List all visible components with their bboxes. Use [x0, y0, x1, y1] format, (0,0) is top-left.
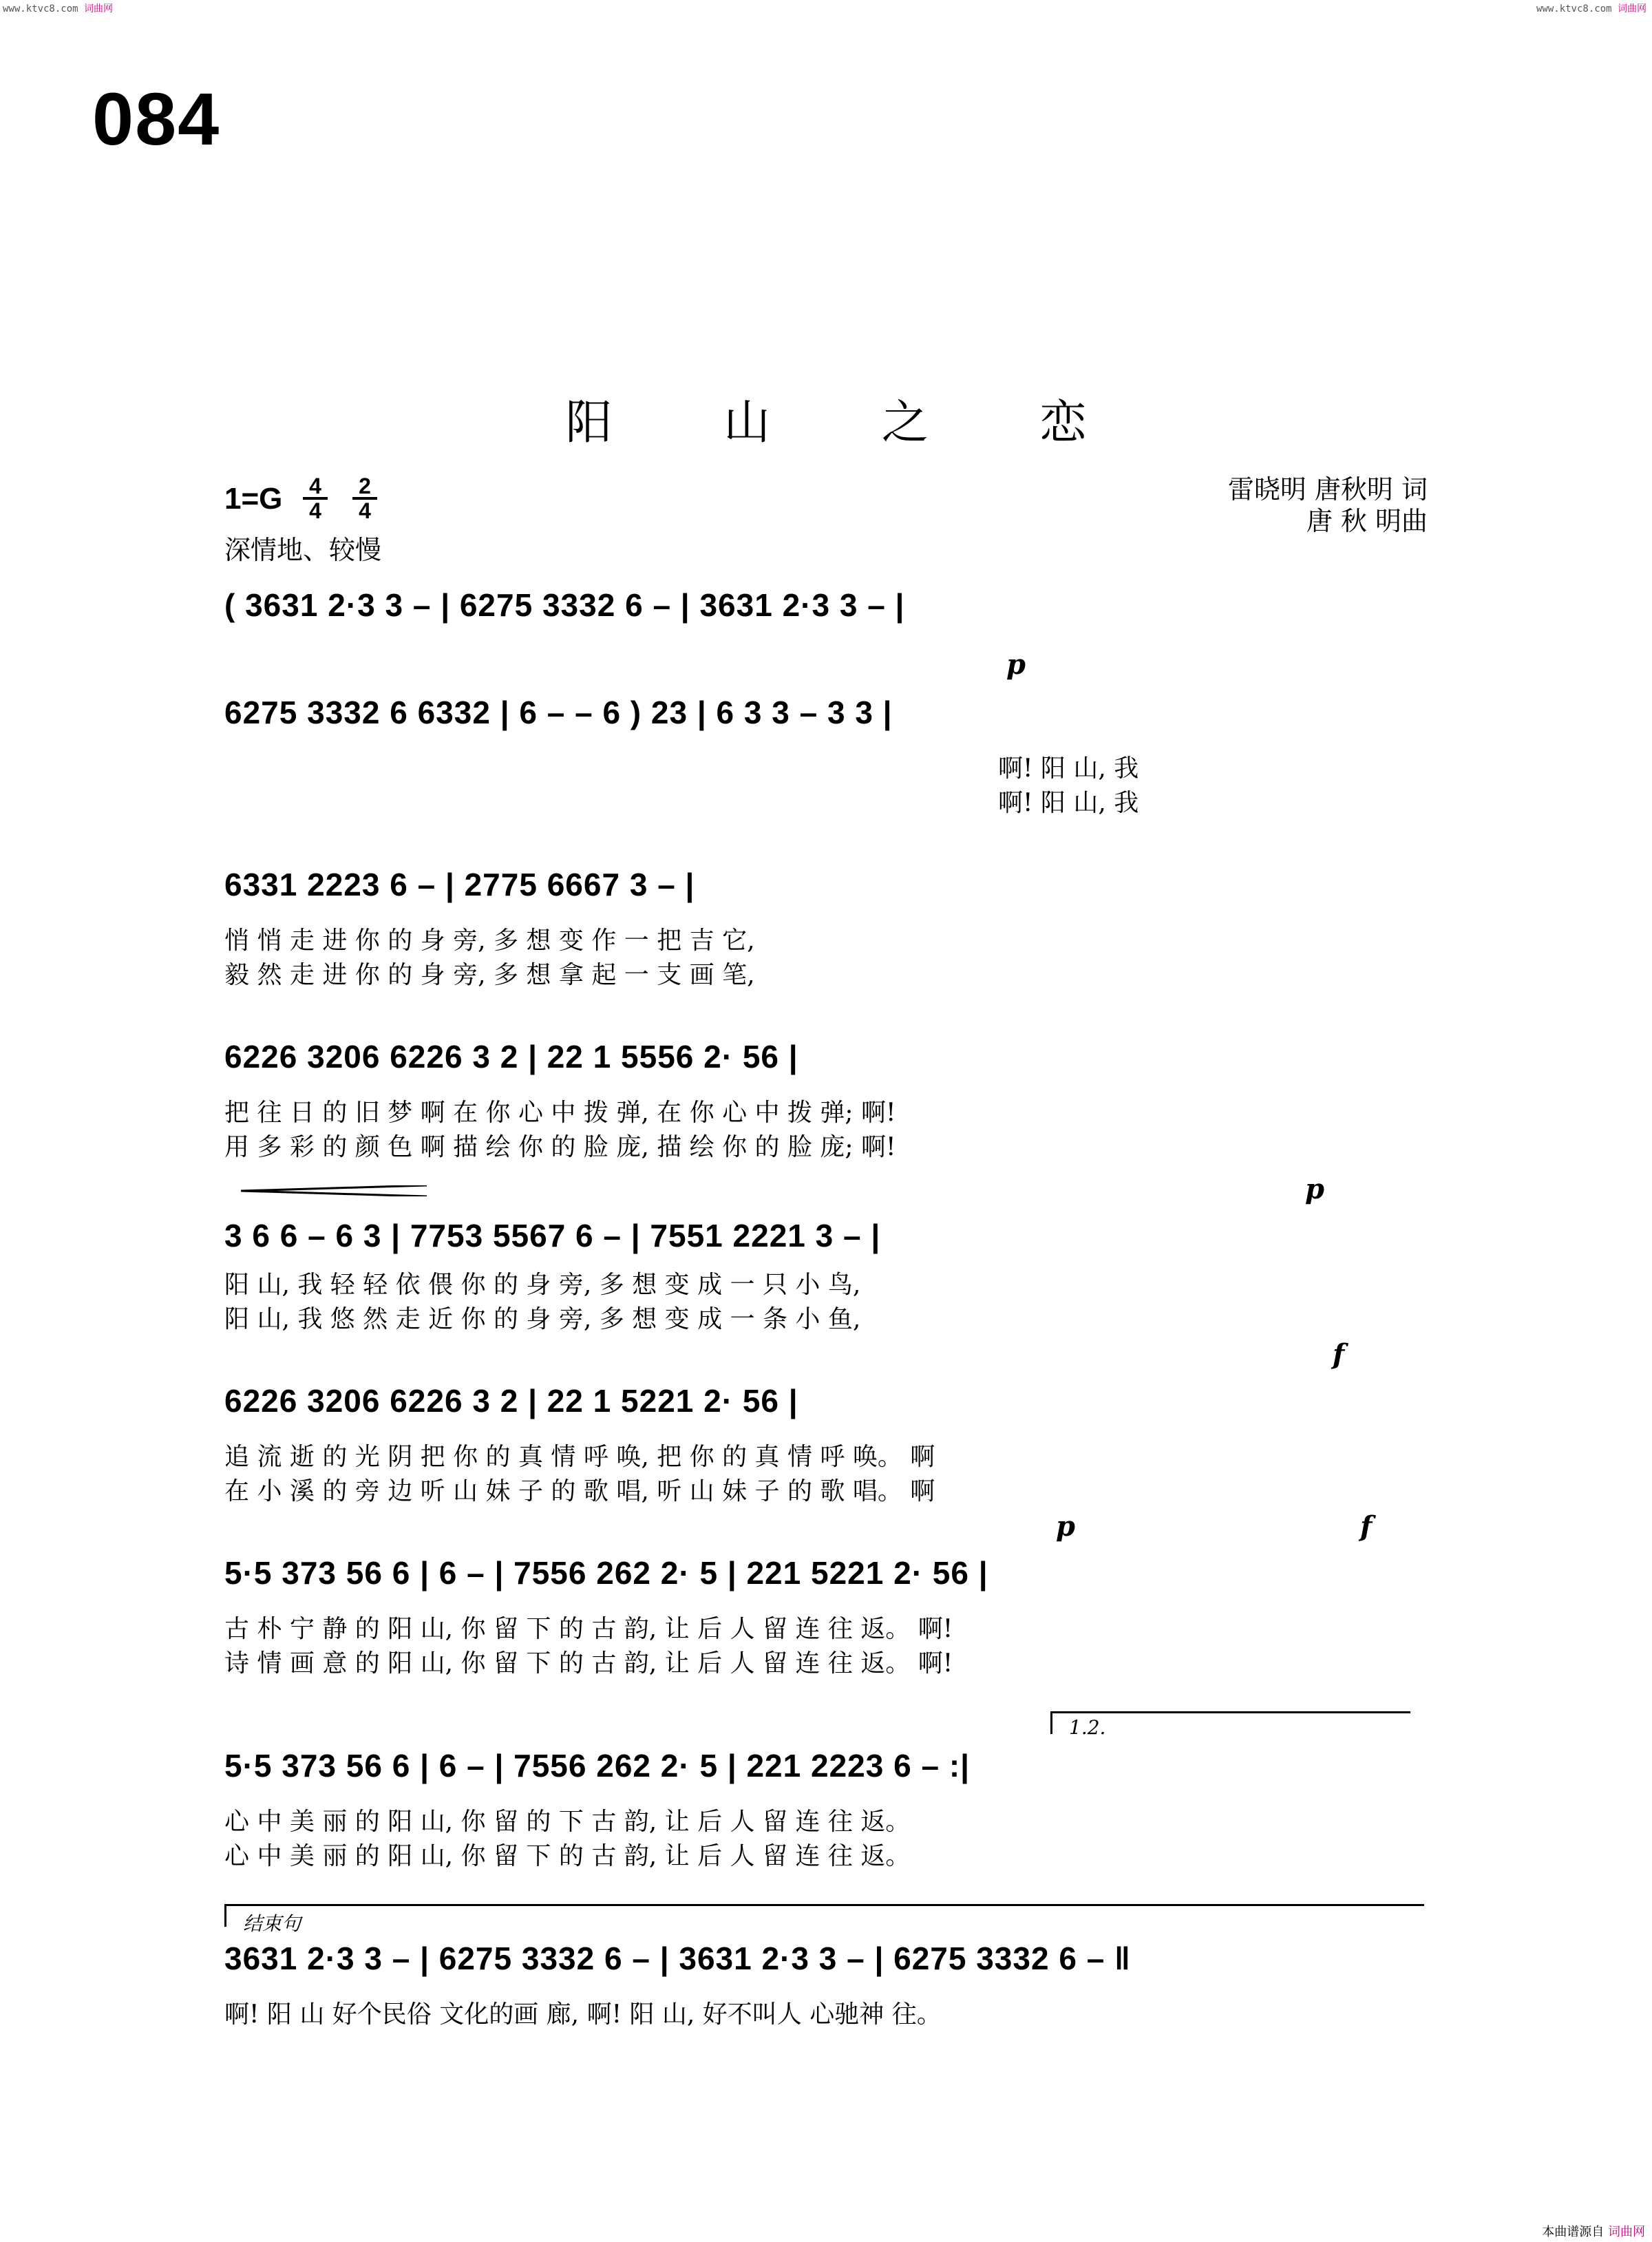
score-row-6-notes: 6226 3206 6226 3 2 | 22 1 5221 2· 56 |: [224, 1383, 798, 1419]
score-row-3-lyric-2: 毅 然 走 进 你 的 身 旁, 多 想 拿 起 一 支 画 笔,: [224, 961, 755, 989]
score-row-9-lyric-1: 啊! 阳 山 好个民俗 文化的画 廊, 啊! 阳 山, 好不叫人 心驰神 往。: [224, 2000, 942, 2029]
score-row-1-notes: ( 3631 2·3 3 – | 6275 3332 6 – | 3631 2·3 3 – |: [224, 587, 905, 623]
score-row-5-lyric-1: 阳 山, 我 轻 轻 依 偎 你 的 身 旁, 多 想 变 成 一 只 小 鸟,: [224, 1271, 861, 1299]
crescendo-hairpin: [241, 1185, 427, 1194]
score-row-8-lyric-1: 心 中 美 丽 的 阳 山, 你 留 的 下 古 韵, 让 后 人 留 连 往 返。: [224, 1808, 911, 1836]
score-row-2-notes: 6275 3332 6 6332 | 6 – – 6 ) 23 | 6 3 3 – 3 3 |: [224, 695, 893, 730]
lyricist-credit: 雷晓明 唐秋明 词: [1227, 474, 1428, 505]
score-row-3-notes: 6331 2223 6 – | 2775 6667 3 – |: [224, 867, 695, 902]
dynamic-marking: p: [1056, 1510, 1075, 1543]
volta-label: 1.2.: [1069, 1716, 1106, 1739]
score: [224, 0, 1436, 2203]
score-row-7-lyric-1: 古 朴 宁 静 的 阳 山, 你 留 下 的 古 韵, 让 后 人 留 连 往 返。 啊!: [224, 1615, 953, 1643]
ending-label: 结束句: [243, 1912, 301, 1935]
score-row-3-lyric-1: 悄 悄 走 进 你 的 身 旁, 多 想 变 作 一 把 吉 它,: [224, 927, 755, 955]
score-row-7-lyric-2: 诗 情 画 意 的 阳 山, 你 留 下 的 古 韵, 让 后 人 留 连 往 返。 啊!: [224, 1649, 953, 1678]
dynamic-marking: p: [1006, 648, 1026, 681]
score-row-4-lyric-2: 用 多 彩 的 颜 色 啊 描 绘 你 的 脸 庞, 描 绘 你 的 脸 庞; 啊!: [224, 1133, 896, 1161]
dynamic-marking: p: [1305, 1173, 1324, 1205]
time-signature-4-4: $\frac{4}{4}$: [303, 475, 328, 522]
song-title: 阳 山 之 恋: [565, 396, 1135, 450]
score-row-5-notes: 3 6 6 – 6 3 | 7753 5567 6 – | 7551 2221 3 – |: [224, 1218, 881, 1254]
score-row-5-lyric-2: 阳 山, 我 悠 然 走 近 你 的 身 旁, 多 想 变 成 一 条 小 鱼,: [224, 1305, 861, 1333]
composer-credit: 唐 秋 明曲: [1306, 506, 1428, 536]
score-row-4-notes: 6226 3206 6226 3 2 | 22 1 5556 2· 56 |: [224, 1039, 798, 1075]
score-row-4-lyric-1: 把 往 日 的 旧 梦 啊 在 你 心 中 拨 弹, 在 你 心 中 拨 弹; 啊!: [224, 1099, 896, 1127]
watermark-right: www.ktvc8.com 词曲网: [1536, 3, 1646, 14]
score-row-6-lyric-2: 在 小 溪 的 旁 边 听 山 妹 子 的 歌 唱, 听 山 妹 子 的 歌 唱。 啊: [224, 1477, 935, 1505]
score-row-7-notes: 5·5 373 56 6 | 6 – | 7556 262 2· 5 | 221 5221 2· 56 |: [224, 1555, 988, 1591]
dynamic-marking: f: [1333, 1338, 1345, 1371]
key-signature: 1=G: [224, 482, 283, 516]
ending-bracket: [224, 1904, 1424, 1935]
dynamic-marking: f: [1360, 1510, 1373, 1543]
score-row-2-lyric-2: 啊! 阳 山, 我: [998, 789, 1139, 817]
volta-bracket: [1050, 1711, 1410, 1739]
score-row-8-notes: 5·5 373 56 6 | 6 – | 7556 262 2· 5 | 221 2223 6 – :|: [224, 1748, 971, 1784]
score-row-2-lyric-1: 啊! 阳 山, 我: [998, 754, 1139, 783]
watermark-left: www.ktvc8.com 词曲网: [3, 3, 114, 14]
footer-source: 本曲谱源自 词曲网: [1542, 2225, 1645, 2239]
score-row-8-lyric-2: 心 中 美 丽 的 阳 山, 你 留 下 的 古 韵, 让 后 人 留 连 往 返。: [224, 1842, 911, 1870]
tempo-marking: 深情地、较慢: [224, 535, 382, 565]
page-number: 084: [92, 77, 221, 160]
time-signature-2-4: $\frac{2}{4}$: [352, 475, 377, 522]
score-row-9-notes: 3631 2·3 3 – | 6275 3332 6 – | 3631 2·3 3 – | 6275 3332 6 – ‖: [224, 1940, 1131, 1976]
score-row-6-lyric-1: 追 流 逝 的 光 阴 把 你 的 真 情 呼 唤, 把 你 的 真 情 呼 唤。 啊: [224, 1443, 935, 1471]
